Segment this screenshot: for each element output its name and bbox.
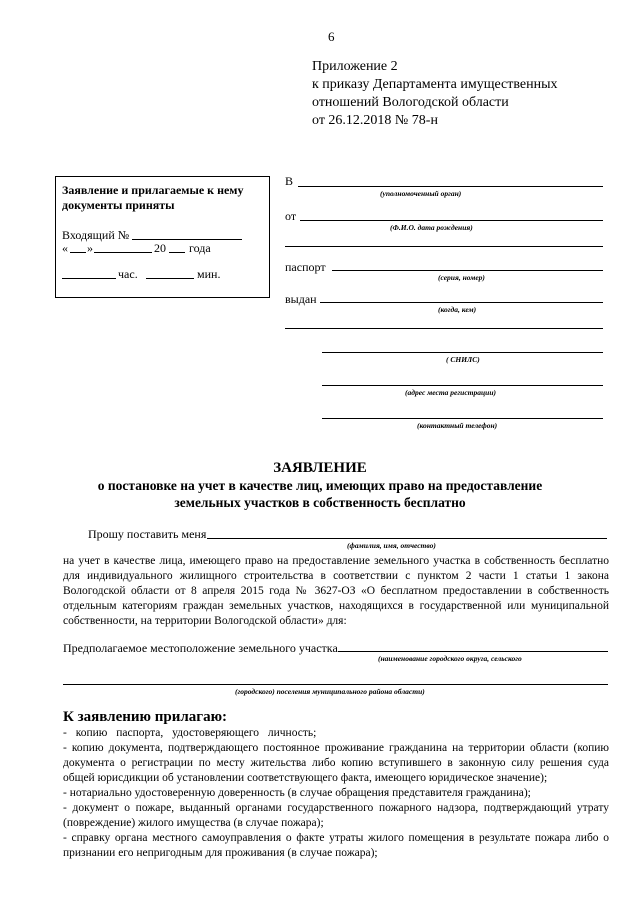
request-paragraph bbox=[63, 554, 609, 629]
appendix-header bbox=[312, 58, 558, 130]
document-subtitle-1: о постановке на учет в качестве лиц, имеющих право на предоставление bbox=[97, 478, 543, 493]
stamp-minutes: мин. bbox=[197, 267, 221, 281]
request-line-2: для индивидуального жилищного строительства в соответствии с пунктом 2 части 1 статьи 1 закона bbox=[63, 570, 609, 582]
phone-field[interactable] bbox=[322, 418, 603, 419]
year-field[interactable] bbox=[169, 252, 185, 253]
incoming-number-field[interactable] bbox=[132, 239, 242, 240]
document-title: ЗАЯВЛЕНИЕ bbox=[273, 460, 367, 476]
appendix-line3: отношений Вологодской области bbox=[312, 95, 509, 110]
fullname-birthdate-field[interactable] bbox=[300, 220, 603, 221]
stamp-incoming-label: Входящий № bbox=[62, 228, 130, 242]
address-caption: (адрес места регистрации) bbox=[405, 388, 496, 397]
request-line-3: Вологодской области от 8 апреля 2015 года № 3627-ОЗ «О бесплатном предоставлении в собственность bbox=[63, 585, 609, 597]
phone-caption: (контактный телефон) bbox=[417, 421, 498, 430]
passport-caption: (серия, номер) bbox=[438, 273, 485, 282]
authority-caption: (уполномоченный орган) bbox=[380, 189, 462, 198]
location-label: Предполагаемое местоположение земельного участка bbox=[63, 641, 338, 655]
to-label: В bbox=[285, 174, 294, 188]
stamp-title-1: Заявление и прилагаемые к нему bbox=[62, 183, 244, 197]
stamp-hours: час. bbox=[118, 267, 138, 281]
appendix-line1: Приложение 2 bbox=[312, 59, 398, 74]
attachment-line: - нотариально удостоверенную доверенность (в случае обращения представителя гражданина); bbox=[63, 787, 531, 799]
request-line-1: на учет в качестве лица, имеющего право на предоставление земельного участка в собственность бесплатно bbox=[63, 555, 609, 567]
attachment-line: (повреждение) жилого имущества (в случае пожара); bbox=[63, 817, 324, 829]
authority-field[interactable] bbox=[298, 186, 603, 187]
passport-label: паспорт bbox=[285, 260, 326, 274]
request-label: Прошу поставить меня bbox=[88, 527, 207, 541]
day-field[interactable] bbox=[70, 252, 86, 253]
fullname-extra-line[interactable] bbox=[285, 246, 603, 247]
stamp-title-2: документы приняты bbox=[62, 198, 175, 212]
attachment-line: - копию документа, подтверждающего постоянное проживание гражданина на территории области (копию bbox=[63, 742, 609, 754]
applicant-name-caption: (фамилия, имя, отчество) bbox=[347, 541, 436, 550]
attachment-line: документа о регистрации по месту жительства либо копию вступившего в законную силу решения суда bbox=[63, 757, 609, 769]
from-label: от bbox=[285, 209, 297, 223]
stamp-quote-close: » bbox=[87, 241, 93, 255]
hours-field[interactable] bbox=[62, 278, 116, 279]
issued-extra-line[interactable] bbox=[285, 328, 603, 329]
passport-field[interactable] bbox=[332, 270, 603, 271]
appendix-line4: от 26.12.2018 № 78-н bbox=[312, 113, 438, 128]
issued-caption: (когда, кем) bbox=[438, 305, 477, 314]
request-line-5: собственности, на территории Вологодской области» для: bbox=[63, 615, 347, 627]
snils-caption: ( СНИЛС) bbox=[446, 355, 480, 364]
acceptance-stamp-box bbox=[55, 176, 270, 298]
location-field[interactable] bbox=[338, 651, 608, 652]
attachments-list bbox=[63, 726, 609, 861]
stamp-year-word: года bbox=[189, 241, 211, 255]
address-field[interactable] bbox=[322, 385, 603, 386]
attachment-line: общей юрисдикции об установлении соответствующего факта, имеющего юридическое значение); bbox=[63, 772, 548, 784]
stamp-year-prefix: 20 bbox=[154, 241, 166, 255]
attachment-line: - справку органа местного самоуправления о факте утраты жилого помещения в результате пожара либо о bbox=[63, 832, 609, 844]
issued-label: выдан bbox=[285, 292, 317, 306]
applicant-name-field[interactable] bbox=[207, 538, 607, 539]
appendix-line2: к приказу Департамента имущественных bbox=[312, 77, 558, 92]
document-subtitle-2: земельных участков в собственность бесплатно bbox=[174, 495, 466, 510]
location-caption-2: (городского) поселения муниципального района области) bbox=[235, 687, 425, 696]
location-caption-1: (наименование городского округа, сельского bbox=[378, 654, 522, 663]
snils-field[interactable] bbox=[322, 352, 603, 353]
attachment-line: - копию паспорта, удостоверяющего личность; bbox=[63, 727, 317, 739]
location-field-2[interactable] bbox=[63, 684, 608, 685]
attachment-line: - документ о пожаре, выданный органами государственного пожарного надзора, подтверждающий утрату bbox=[63, 802, 609, 814]
month-field[interactable] bbox=[94, 252, 152, 253]
attachment-line: признании его непригодным для проживания (в случае пожара); bbox=[63, 847, 378, 859]
stamp-quote-open: « bbox=[62, 241, 68, 255]
issued-field[interactable] bbox=[320, 302, 603, 303]
page-number: 6 bbox=[328, 29, 335, 44]
minutes-field[interactable] bbox=[146, 278, 194, 279]
request-line-4: отдельным категориям граждан земельных участков, находящихся в государственной или муниципальной bbox=[63, 600, 609, 612]
fullname-caption: (Ф.И.О. дата рождения) bbox=[390, 223, 473, 232]
attachments-heading: К заявлению прилагаю: bbox=[63, 709, 228, 725]
